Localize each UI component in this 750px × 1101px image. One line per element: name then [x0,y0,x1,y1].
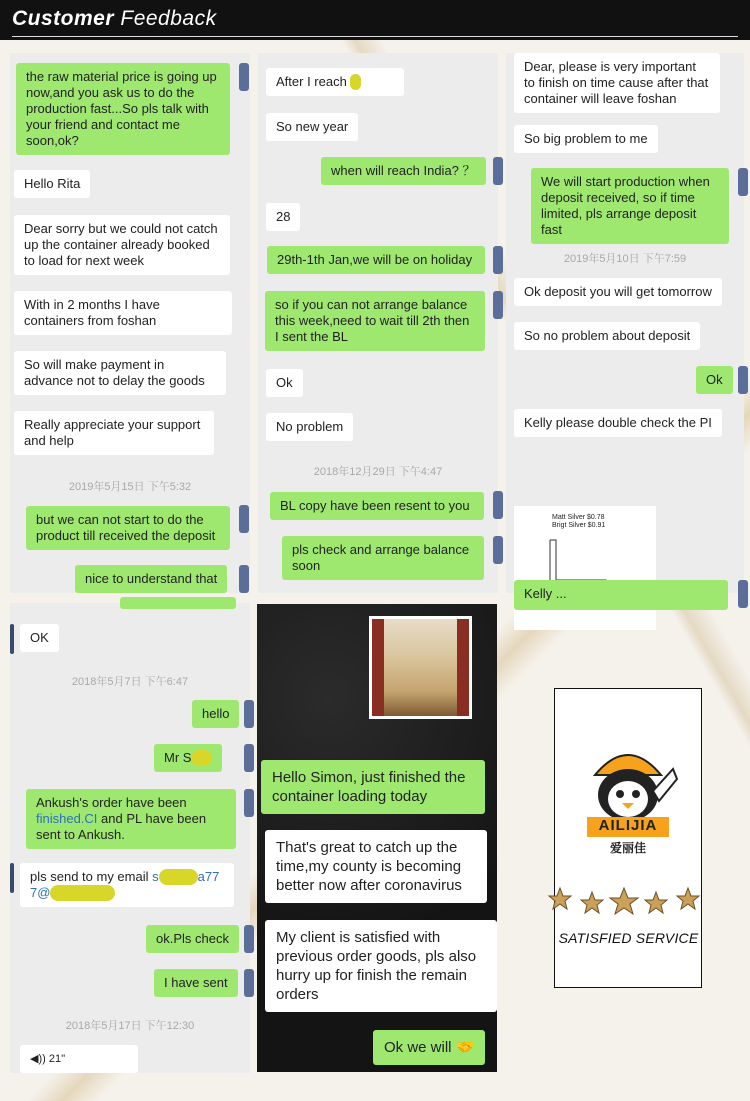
chat-bubble-sent: Ok [696,366,733,394]
timestamp: 2019年5月15日 下午5:32 [68,481,192,493]
avatar [738,580,748,608]
chat-bubble-sent: when will reach India? ？ [321,157,486,185]
pi-price-line-1: Matt Silver $0.78 [552,514,605,521]
chat-bubble-sent: pls check and arrange balance soon [282,536,484,580]
pi-price-line-2: Brigt Silver $0.91 [552,522,606,529]
avatar [239,565,249,593]
chat-panel-4 [10,603,250,1073]
satisfied-service-label: SATISFIED SERVICE [558,930,699,946]
chat-bubble-received: So will make payment in advance not to delay the goods [14,351,226,395]
chat-bubble-received: With in 2 months I have containers from foshan [14,291,232,335]
chat-bubble-received: Really appreciate your support and help [14,411,214,455]
avatar [244,744,254,772]
chat-bubble-sent: Hello Simon, just finished the container loading today [261,760,485,814]
chat-bubble-received: After I reach [266,68,404,96]
avatar [10,863,14,893]
chat-bubble-sent: Kelly ... [514,580,728,610]
chat-bubble-received: Hello Rita [14,170,90,198]
timestamp: 2018年12月29日 下午4:47 [313,466,443,478]
timestamp: 2018年5月17日 下午12:30 [65,1020,195,1032]
star-icon [677,888,699,909]
brand-name: AILIJIA [598,817,658,834]
timestamp: 2018年5月7日 下午6:47 [71,676,189,688]
star-icon [610,888,638,914]
chat-bubble-received: So big problem to me [514,125,658,153]
avatar [493,291,503,319]
chat-panel-5 [257,604,497,1072]
avatar [10,624,14,654]
avatar [244,700,254,728]
avatar [244,925,254,953]
chat-bubble-received: So no problem about deposit [514,322,700,350]
chat-bubble-sent [120,597,236,609]
rating-stars [546,880,706,920]
chat-bubble-received: Dear sorry but we could not catch up the container already booked to load for next week [14,215,230,275]
avatar [239,505,249,533]
chat-bubble-received: So new year [266,113,358,141]
star-icon [581,892,603,913]
chat-bubble-received: OK [20,624,59,652]
avatar [738,168,748,196]
header-bar [0,0,750,40]
chat-bubble-sent: We will start production when deposit received, so if time limited, pls arrange deposit fast [531,168,729,244]
link-text[interactable]: finished.CI [36,811,98,826]
page-title: Customer Feedback [12,7,217,30]
chat-panel-3 [506,53,744,601]
chat-bubble-sent: BL copy have been resent to you [270,492,484,520]
chat-bubble-received: Kelly please double check the PI [514,409,722,437]
voice-message[interactable]: ◀)) 21'' [20,1045,138,1073]
chat-bubble-sent: the raw material price is going up now,and you ask us to do the production fast...So pls talk with your friend and contact me soon,ok? [16,63,230,155]
chat-panel-2 [258,53,498,593]
profile-drawing [514,506,656,630]
chat-bubble-sent: Ankush's order have been finished.CI and PL have been sent to Ankush. [26,789,236,849]
chat-bubble-sent: hello [192,700,239,728]
chat-bubble-sent: so if you can not arrange balance this week,need to wait till 2th then I sent the BL [265,291,485,351]
chat-bubble-received: Ok deposit you will get tomorrow [514,278,722,306]
chat-bubble-received: That's great to catch up the time,my county is becoming better now after coronavirus [265,830,487,903]
chat-bubble-sent: Ok we will 🤝 [373,1030,485,1065]
chat-bubble-received: pls send to my email s a77 7@ [20,863,234,907]
avatar [493,491,503,519]
handshake-icon: 🤝 [455,1039,475,1056]
chat-bubble-sent: Mr S [154,744,222,772]
star-icon [645,892,667,913]
brand-name-cn: 爱丽佳 [609,841,646,855]
chat-panel-1 [10,53,250,593]
chat-bubble-sent: but we can not start to do the product till received the deposit [26,506,230,550]
chat-bubble-received: My client is satisfied with previous order goods, pls also hurry up for finish the remain orders [265,920,497,1012]
chat-bubble-sent: I have sent [154,969,238,997]
header-divider [12,36,738,37]
avatar [493,536,503,564]
container-photo [369,616,472,719]
avatar [493,157,503,185]
chat-bubble-sent: nice to understand that [75,565,227,593]
star-icon [549,888,571,909]
timestamp: 2019年5月10日 下午7:59 [563,253,687,265]
chat-bubble-received: No problem [266,413,353,441]
pi-drawing-image [514,506,656,630]
avatar [738,366,748,394]
avatar [493,246,503,274]
chat-bubble-received: Dear, please is very important to finish on time cause after that container will leave foshan [514,53,720,113]
chat-bubble-sent: ok.Pls check [146,925,239,953]
avatar [239,63,249,91]
avatar [244,789,254,817]
avatar [244,969,254,997]
chat-bubble-sent: 29th-1th Jan,we will be on holiday [267,246,485,274]
chat-bubble-received: 28 [266,203,300,231]
voice-icon: ◀)) [30,1053,49,1065]
chat-bubble-received: Ok [266,369,303,397]
